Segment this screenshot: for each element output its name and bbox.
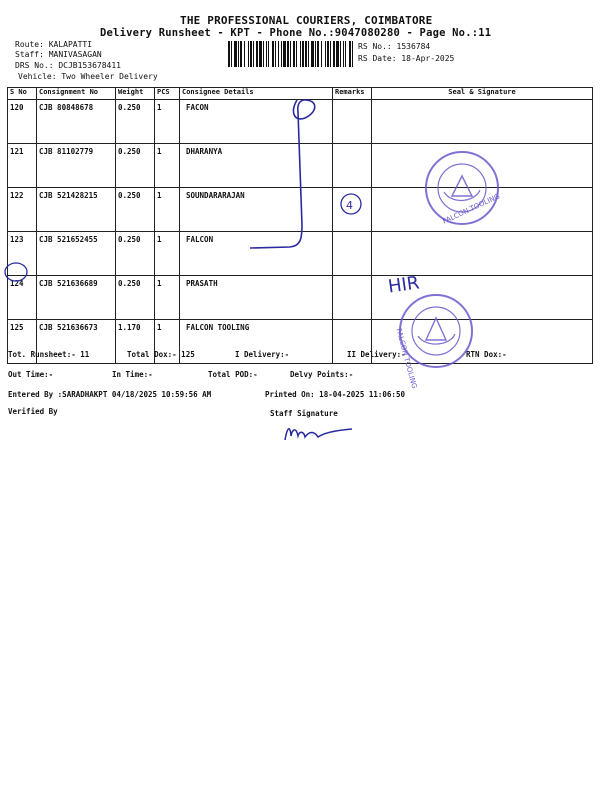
barcode-bar bbox=[345, 41, 346, 67]
col-consignment: Consignment No bbox=[37, 88, 116, 100]
remark-124-text: HIR bbox=[386, 272, 421, 298]
rtn-dox: RTN Dox:- bbox=[466, 350, 507, 359]
barcode-bar bbox=[231, 41, 232, 67]
table-row bbox=[8, 144, 593, 188]
barcode-bar bbox=[266, 41, 267, 67]
cell-consignee: SOUNDARARAJAN bbox=[180, 188, 333, 232]
barcode-bar bbox=[281, 41, 282, 67]
cell-consignment: CJB 521636673 bbox=[37, 320, 116, 364]
tot-runsheet: Tot. Runsheet:- 11 bbox=[8, 350, 90, 359]
barcode-bar bbox=[228, 41, 230, 67]
barcode-bar bbox=[263, 41, 264, 67]
cell-weight: 1.170 bbox=[116, 320, 155, 364]
barcode-bar bbox=[268, 41, 269, 67]
vehicle-label: Vehicle: Two Wheeler Delivery bbox=[18, 72, 158, 81]
barcode-bar bbox=[315, 41, 316, 67]
runsheet-subtitle: Delivery Runsheet - KPT - Phone No.:9047080280 - Page No.:11 bbox=[100, 27, 492, 39]
col-weight: Weight bbox=[116, 88, 155, 100]
cell-remarks bbox=[333, 276, 372, 320]
i-delivery: I Delivery:- bbox=[235, 350, 290, 359]
cell-consignee: DHARANYA bbox=[180, 144, 333, 188]
cell-pcs: 1 bbox=[155, 232, 180, 276]
col-pcs: PCS bbox=[155, 88, 180, 100]
cell-pcs: 1 bbox=[155, 320, 180, 364]
barcode-bar bbox=[250, 41, 252, 67]
cell-remarks bbox=[333, 100, 372, 144]
col-consignee: Consignee Details bbox=[180, 88, 333, 100]
cell-consignee: PRASATH bbox=[180, 276, 333, 320]
total-pod: Total POD:- bbox=[208, 370, 258, 379]
staff-signature bbox=[285, 429, 352, 440]
out-time: Out Time:- bbox=[8, 370, 54, 379]
cell-weight: 0.250 bbox=[116, 276, 155, 320]
barcode-bar bbox=[234, 41, 237, 67]
cell-seal bbox=[372, 144, 593, 188]
cell-pcs: 1 bbox=[155, 144, 180, 188]
stamp-text-upper: FALCON TOOLING bbox=[441, 192, 502, 226]
cell-sno: 123 bbox=[8, 232, 37, 276]
barcode-bar bbox=[293, 41, 295, 67]
staff-signature-label: Staff Signature bbox=[270, 409, 338, 418]
verified-by: Verified By bbox=[8, 407, 58, 416]
col-sno: S No bbox=[8, 88, 37, 100]
table-row bbox=[8, 188, 593, 232]
cell-seal bbox=[372, 276, 593, 320]
route-label: Route: KALAPATTI bbox=[15, 40, 93, 49]
cell-pcs: 1 bbox=[155, 100, 180, 144]
table-row bbox=[8, 232, 593, 276]
rs-date: RS Date: 18-Apr-2025 bbox=[358, 54, 455, 63]
in-time: In Time:- bbox=[112, 370, 153, 379]
entered-by: Entered By :SARADHAKPT 04/18/2025 10:59:56 AM bbox=[8, 390, 212, 399]
barcode-bar bbox=[325, 41, 326, 67]
barcode-bar bbox=[256, 41, 258, 67]
barcode-bar bbox=[240, 41, 242, 67]
delvy-points: Delvy Points:- bbox=[290, 370, 354, 379]
cell-remarks bbox=[333, 144, 372, 188]
barcode-bar bbox=[327, 41, 329, 67]
cell-remarks bbox=[333, 188, 372, 232]
barcode-bar bbox=[305, 41, 307, 67]
cell-sno: 124 bbox=[8, 276, 37, 320]
cell-pcs: 1 bbox=[155, 188, 180, 232]
cell-seal bbox=[372, 100, 593, 144]
barcode-bar bbox=[300, 41, 301, 67]
cell-weight: 0.250 bbox=[116, 144, 155, 188]
stamp-text-lower: FALCON TOOLING bbox=[394, 327, 419, 390]
cell-consignment: CJB 521636689 bbox=[37, 276, 116, 320]
barcode-bar bbox=[253, 41, 254, 67]
drs-number: DRS No.: DCJB153678411 bbox=[15, 61, 121, 70]
barcode-bar bbox=[330, 41, 331, 67]
cell-pcs: 1 bbox=[155, 276, 180, 320]
barcode-bar bbox=[349, 41, 351, 67]
total-dox: Total Dox:- 125 bbox=[127, 350, 195, 359]
cell-consignment: CJB 521652455 bbox=[37, 232, 116, 276]
col-seal: Seal & Signature bbox=[372, 88, 593, 100]
ii-delivery: II Delivery:- bbox=[347, 350, 406, 359]
barcode-bar bbox=[244, 41, 245, 67]
cell-weight: 0.250 bbox=[116, 232, 155, 276]
cell-remarks bbox=[333, 232, 372, 276]
cell-seal bbox=[372, 232, 593, 276]
col-remarks: Remarks bbox=[333, 88, 372, 100]
cell-seal bbox=[372, 188, 593, 232]
cell-sno: 122 bbox=[8, 188, 37, 232]
barcode-bar bbox=[333, 41, 335, 67]
printed-on: Printed On: 18-04-2025 11:06:50 bbox=[265, 390, 405, 399]
staff-label: Staff: MANIVASAGAN bbox=[15, 50, 102, 59]
cell-weight: 0.250 bbox=[116, 100, 155, 144]
rs-number: RS No.: 1536784 bbox=[358, 42, 431, 51]
barcode-bar bbox=[340, 41, 341, 67]
barcode-bar bbox=[343, 41, 344, 67]
barcode-bar bbox=[296, 41, 297, 67]
barcode-bar bbox=[272, 41, 274, 67]
barcode-bar bbox=[283, 41, 286, 67]
cell-consignee: FALCON bbox=[180, 232, 333, 276]
barcode-bar bbox=[290, 41, 291, 67]
barcode-bar bbox=[336, 41, 339, 67]
barcode-bar bbox=[311, 41, 314, 67]
cell-sno: 121 bbox=[8, 144, 37, 188]
remark-122-text: 4 bbox=[346, 199, 353, 212]
table-row bbox=[8, 276, 593, 320]
barcode bbox=[228, 41, 354, 67]
barcode-bar bbox=[275, 41, 276, 67]
barcode-bar bbox=[352, 41, 353, 67]
barcode-bar bbox=[278, 41, 279, 67]
table-row bbox=[8, 100, 593, 144]
barcode-bar bbox=[321, 41, 322, 67]
barcode-bar bbox=[259, 41, 262, 67]
runsheet-table bbox=[7, 87, 593, 364]
barcode-bar bbox=[238, 41, 239, 67]
barcode-bar bbox=[317, 41, 319, 67]
cell-consignment: CJB 80848678 bbox=[37, 100, 116, 144]
barcode-bar bbox=[308, 41, 309, 67]
cell-sno: 125 bbox=[8, 320, 37, 364]
cell-sno: 120 bbox=[8, 100, 37, 144]
cell-consignment: CJB 521428215 bbox=[37, 188, 116, 232]
cell-weight: 0.250 bbox=[116, 188, 155, 232]
table-header-row bbox=[8, 88, 593, 100]
document-title: THE PROFESSIONAL COURIERS, COIMBATORE bbox=[180, 14, 433, 27]
barcode-bar bbox=[287, 41, 289, 67]
barcode-bar bbox=[302, 41, 304, 67]
barcode-bar bbox=[248, 41, 249, 67]
cell-consignment: CJB 81102779 bbox=[37, 144, 116, 188]
cell-consignee: FACON bbox=[180, 100, 333, 144]
cell-consignee: FALCON TOOLING bbox=[180, 320, 333, 364]
